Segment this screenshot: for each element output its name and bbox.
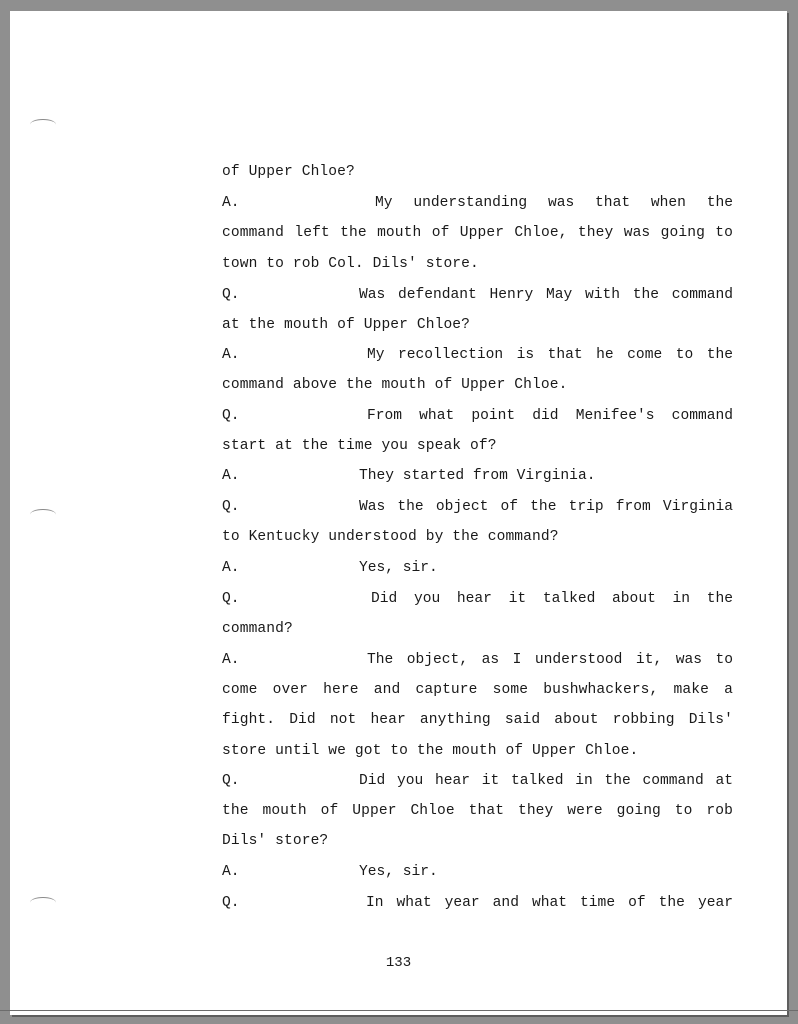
speaker-label: A.	[222, 347, 240, 363]
punch-hole-mark-top	[30, 119, 56, 130]
transcript-line: Yes, sir.	[359, 560, 438, 576]
speaker-label: Q.	[222, 287, 240, 303]
transcript-line: to Kentucky understood by the command?	[222, 529, 559, 545]
transcript-line: come over here and capture some bushwhackers, make a	[222, 682, 733, 698]
transcript-line: Yes, sir.	[359, 864, 438, 880]
transcript-line: store until we got to the mouth of Upper Chloe.	[222, 743, 639, 759]
speaker-label: Q.	[222, 591, 240, 607]
transcript-line: town to rob Col. Dils' store.	[222, 256, 479, 272]
transcript-line: command?	[222, 621, 293, 637]
transcript-line: start at the time you speak of?	[222, 438, 497, 454]
speaker-label: A.	[222, 652, 240, 668]
transcript-line: In what year and what time of the year	[366, 895, 733, 911]
transcript-line: Was the object of the trip from Virginia	[359, 499, 733, 515]
speaker-label: A.	[222, 195, 240, 211]
transcript-line: fight. Did not hear anything said about robbing Dils'	[222, 712, 733, 728]
page-number: 133	[385, 955, 412, 971]
transcript-line: Did you hear it talked in the command at	[359, 773, 733, 789]
speaker-label: A.	[222, 560, 240, 576]
bottom-border-line	[0, 1010, 798, 1011]
punch-hole-mark-bottom	[30, 897, 56, 908]
transcript-line: command above the mouth of Upper Chloe.	[222, 377, 568, 393]
transcript-line: Dils' store?	[222, 833, 329, 849]
speaker-label: Q.	[222, 499, 240, 515]
transcript-line: Did you hear it talked about in the	[371, 591, 733, 607]
speaker-label: Q.	[222, 773, 240, 789]
transcript-line: the mouth of Upper Chloe that they were going to rob	[222, 803, 733, 819]
document-page	[10, 11, 787, 1015]
transcript-line: at the mouth of Upper Chloe?	[222, 317, 471, 333]
transcript-line: Was defendant Henry May with the command	[359, 287, 733, 303]
transcript-line: From what point did Menifee's command	[367, 408, 733, 424]
transcript-line: command left the mouth of Upper Chloe, they was going to	[222, 225, 733, 241]
speaker-label: A.	[222, 468, 240, 484]
transcript-line: They started from Virginia.	[359, 468, 596, 484]
transcript-line: My understanding was that when the	[375, 195, 733, 211]
speaker-label: Q.	[222, 408, 240, 424]
punch-hole-mark-middle	[30, 509, 56, 520]
transcript-line: The object, as I understood it, was to	[367, 652, 733, 668]
transcript-line: of Upper Chloe?	[222, 164, 355, 180]
speaker-label: A.	[222, 864, 240, 880]
speaker-label: Q.	[222, 895, 240, 911]
transcript-line: My recollection is that he come to the	[367, 347, 733, 363]
